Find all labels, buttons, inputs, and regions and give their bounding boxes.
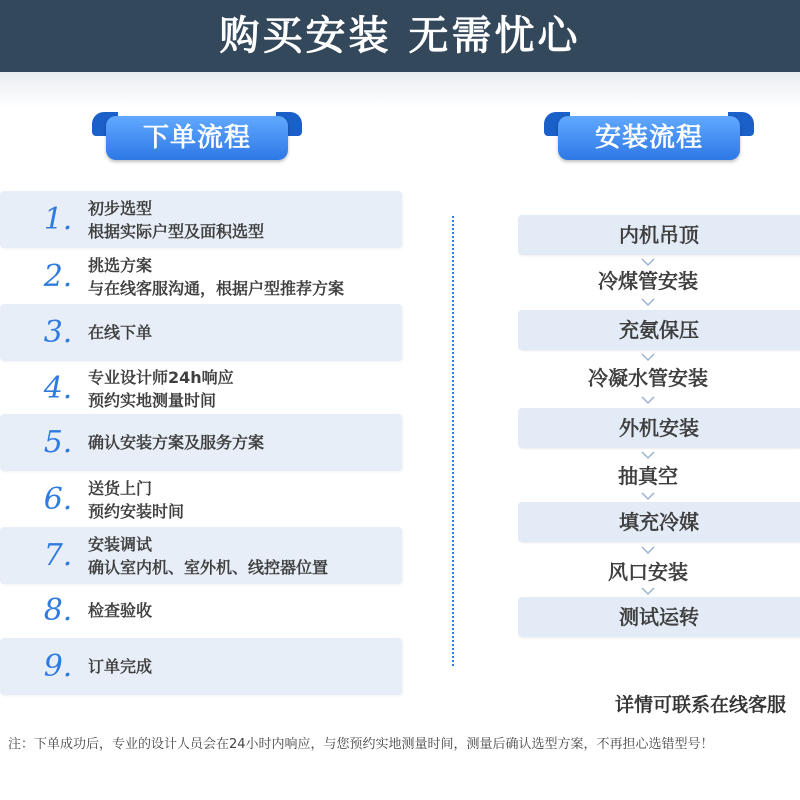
order-step xyxy=(0,304,402,361)
chevron-down-icon xyxy=(640,450,656,460)
install-step: 冷凝水管安装 xyxy=(588,366,708,390)
step-detail: 确认室内机、室外机、线控器位置 xyxy=(88,557,329,577)
step-number: 2. xyxy=(43,259,73,294)
step-title: 挑选方案 xyxy=(88,255,153,275)
step-title: 订单完成 xyxy=(88,657,153,676)
step-detail: 预约安装时间 xyxy=(88,501,185,521)
step-title: 专业设计师24h响应 xyxy=(88,367,234,387)
step-title: 初步选型 xyxy=(88,198,153,218)
order-step xyxy=(0,471,402,528)
order-step xyxy=(0,527,402,584)
order-step xyxy=(0,638,402,695)
step-number: 8. xyxy=(43,593,73,628)
install-step: 风口安装 xyxy=(608,560,688,584)
order-process-title: 下单流程 xyxy=(106,116,288,160)
install-process-title: 安装流程 xyxy=(558,116,740,160)
step-title: 在线下单 xyxy=(88,323,153,342)
install-step: 充氨保压 xyxy=(518,310,800,350)
step-detail: 预约实地测量时间 xyxy=(88,390,217,410)
step-title: 确认安装方案及服务方案 xyxy=(88,433,265,452)
install-step: 冷煤管安装 xyxy=(598,269,698,293)
order-step xyxy=(0,191,402,248)
order-step xyxy=(0,414,402,471)
dotted-divider xyxy=(452,216,454,666)
install-step: 外机安装 xyxy=(518,408,800,448)
step-number: 9. xyxy=(43,649,73,684)
step-number: 1. xyxy=(43,202,73,237)
step-title: 安装调试 xyxy=(88,534,153,554)
step-detail: 根据实际户型及面积选型 xyxy=(88,221,265,241)
chevron-down-icon xyxy=(640,352,656,362)
header-bar xyxy=(0,0,800,72)
order-step xyxy=(0,582,402,639)
install-step: 测试运转 xyxy=(518,597,800,637)
page-title: 购买安装 无需忧心 xyxy=(219,13,581,59)
install-step: 抽真空 xyxy=(618,464,678,488)
step-number: 4. xyxy=(43,371,73,406)
install-step: 填充冷媒 xyxy=(518,502,800,542)
order-step xyxy=(0,248,402,305)
contact-text: 详情可联系在线客服 xyxy=(614,694,786,716)
step-title: 检查验收 xyxy=(88,601,153,620)
chevron-down-icon xyxy=(640,297,656,307)
install-process-banner xyxy=(544,112,754,164)
step-detail: 与在线客服沟通，根据户型推荐方案 xyxy=(88,278,345,298)
chevron-down-icon xyxy=(640,491,656,501)
order-step xyxy=(0,360,402,417)
order-process-banner xyxy=(92,112,302,164)
step-number: 7. xyxy=(43,538,73,573)
step-number: 6. xyxy=(43,482,73,517)
footer-note: 注：下单成功后，专业的设计人员会在24小时内响应，与您预约实地测量时间，测量后确认选型方案，不再担心选错型号！ xyxy=(8,737,714,752)
step-title: 送货上门 xyxy=(88,478,153,498)
chevron-down-icon xyxy=(640,395,656,405)
step-number: 5. xyxy=(43,425,73,460)
chevron-down-icon xyxy=(640,545,656,555)
chevron-down-icon xyxy=(640,586,656,596)
step-number: 3. xyxy=(43,315,73,350)
install-step: 内机吊顶 xyxy=(518,215,800,255)
header-shade xyxy=(0,72,800,108)
